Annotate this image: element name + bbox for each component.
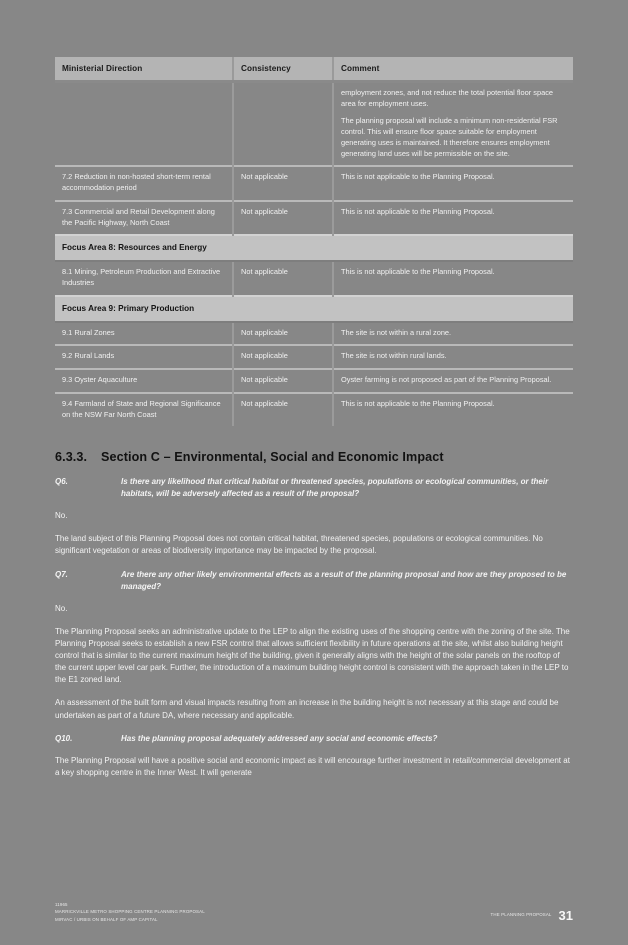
column-header-comment: Comment — [333, 57, 573, 82]
footer-line-2: MARRICKVILLE METRO SHOPPING CENTRE PLANNING PROPOSAL — [55, 909, 205, 915]
question-q10 — [55, 733, 573, 745]
table-row — [55, 82, 573, 167]
cell-consistency: Not applicable — [233, 261, 333, 295]
footer-document-reference — [55, 901, 205, 923]
question-id: Q7. — [55, 569, 68, 579]
cell-direction: 7.3 Commercial and Retail Development along the Pacific Highway, North Coast — [55, 201, 233, 235]
question-q6 — [55, 476, 573, 500]
question-text: Has the planning proposal adequately addressed any social and economic effects? — [121, 733, 438, 743]
cell-direction: 9.3 Oyster Aquaculture — [55, 369, 233, 393]
footer-page-area — [491, 908, 573, 923]
column-header-ministerial-direction: Ministerial Direction — [55, 57, 233, 82]
answer-paragraph-q7: The Planning Proposal seeks an administrative update to the LEP to align the existing uses of the shopping centre with the zoning of the site. The Planning Proposal seeks to establish a new FSR control that allows sufficient flexibility in future operations at the site, whilst also building height control that is similar to the current maximum height of the building, given it generally aligns with the height of the solar panels on the rooftop of the current upper level car park. Further, the introduction of a maximum building height control is consistent with the approach taken in the LEP to the E1 zoned land. — [55, 626, 570, 685]
answer-short-q7: No. — [55, 603, 68, 613]
table-row — [55, 369, 573, 393]
question-q7 — [55, 569, 573, 593]
question-id: Q10. — [55, 733, 73, 743]
cell-comment — [333, 82, 573, 167]
cell-comment: This is not applicable to the Planning Proposal. — [341, 267, 495, 277]
cell-direction: 9.2 Rural Lands — [55, 345, 233, 369]
question-text: Is there any likelihood that critical habitat or threatened species, populations or ecological communities, or their habitats, will be adversely affected as a result of the proposal? — [121, 477, 549, 499]
cell-consistency: Not applicable — [233, 201, 333, 235]
cell-consistency — [233, 82, 333, 167]
focus-area-9-title: Focus Area 9: Primary Production — [55, 296, 573, 322]
section-heading — [55, 450, 573, 464]
qa-block-q10 — [55, 733, 573, 779]
page-footer — [55, 901, 573, 923]
focus-area-8-title: Focus Area 8: Resources and Energy — [55, 235, 573, 261]
table-row — [55, 201, 573, 235]
page-number: 31 — [558, 908, 573, 923]
footer-line-1: 11965 — [55, 902, 68, 908]
section-number: 6.3.3. — [55, 450, 88, 465]
cell-consistency: Not applicable — [233, 369, 333, 393]
qa-block-q6 — [55, 476, 573, 557]
focus-area-heading-row — [55, 296, 573, 322]
document-page — [0, 57, 628, 945]
column-header-consistency: Consistency — [233, 57, 333, 82]
cell-consistency: Not applicable — [233, 345, 333, 369]
table-row — [55, 322, 573, 346]
question-text: Are there any other likely environmental effects as a result of the planning proposal and how are they proposed to be managed? — [121, 569, 567, 591]
table-row — [55, 166, 573, 200]
answer-short-q6: No. — [55, 511, 68, 521]
comment-paragraph: The planning proposal will include a minimum non-residential FSR control. This will ensure floor space suitable for employment generating uses is maintained. It therefore ensures employment generating land uses will be permissible on the site. — [341, 116, 558, 158]
cell-direction: 7.2 Reduction in non-hosted short-term rental accommodation period — [55, 166, 233, 200]
cell-direction: 9.4 Farmland of State and Regional Significance on the NSW Far North Coast — [55, 393, 233, 426]
table-row — [55, 393, 573, 426]
cell-direction: 9.1 Rural Zones — [55, 322, 233, 346]
cell-comment: This is not applicable to the Planning Proposal. — [333, 201, 573, 235]
footer-document-label: THE PLANNING PROPOSAL — [490, 911, 552, 917]
cell-consistency: Not applicable — [233, 393, 333, 426]
answer-paragraph-q6: The land subject of this Planning Proposal does not contain critical habitat, threatened species, populations or ecological communities. No significant vegetation or areas of biodiversity importance may be impacted by the proposal. — [55, 534, 543, 556]
cell-comment: The site is not within a rural zone. — [341, 327, 452, 337]
table-header-row — [55, 57, 573, 82]
cell-consistency: Not applicable — [233, 322, 333, 346]
cell-direction — [55, 82, 233, 167]
cell-comment: This is not applicable to the Planning Proposal. — [333, 393, 573, 426]
cell-comment: The site is not within rural lands. — [333, 345, 573, 369]
focus-area-heading-row — [55, 235, 573, 261]
cell-comment: This is not applicable to the Planning Proposal. — [333, 166, 573, 200]
answer-paragraph-q7-2: An assessment of the built form and visual impacts resulting from an increase in the building height is not necessary at this stage and could be undertaken as part of a future DA, where necessary and applicable. — [55, 698, 559, 720]
section-title: Section C – Environmental, Social and Economic Impact — [101, 450, 444, 465]
table-row — [55, 261, 573, 295]
qa-block-q7 — [55, 569, 573, 722]
question-id: Q6. — [55, 477, 68, 487]
cell-consistency: Not applicable — [233, 166, 333, 200]
cell-direction: 8.1 Mining, Petroleum Production and Extractive Industries — [55, 261, 233, 295]
table-row — [55, 345, 573, 369]
cell-comment: Oyster farming is not proposed as part of the Planning Proposal. — [333, 369, 573, 393]
ministerial-directions-table — [55, 57, 573, 426]
comment-paragraph: employment zones, and not reduce the total potential floor space area for employment uses. — [341, 88, 553, 108]
footer-line-3: MIRVAC / URBIS ON BEHALF OF AMP CAPITAL — [55, 916, 158, 922]
answer-paragraph-q10: The Planning Proposal will have a positive social and economic impact as it will encourage further investment in retail/commercial development at a key shopping centre in the Inner West. It will generate — [55, 755, 570, 777]
